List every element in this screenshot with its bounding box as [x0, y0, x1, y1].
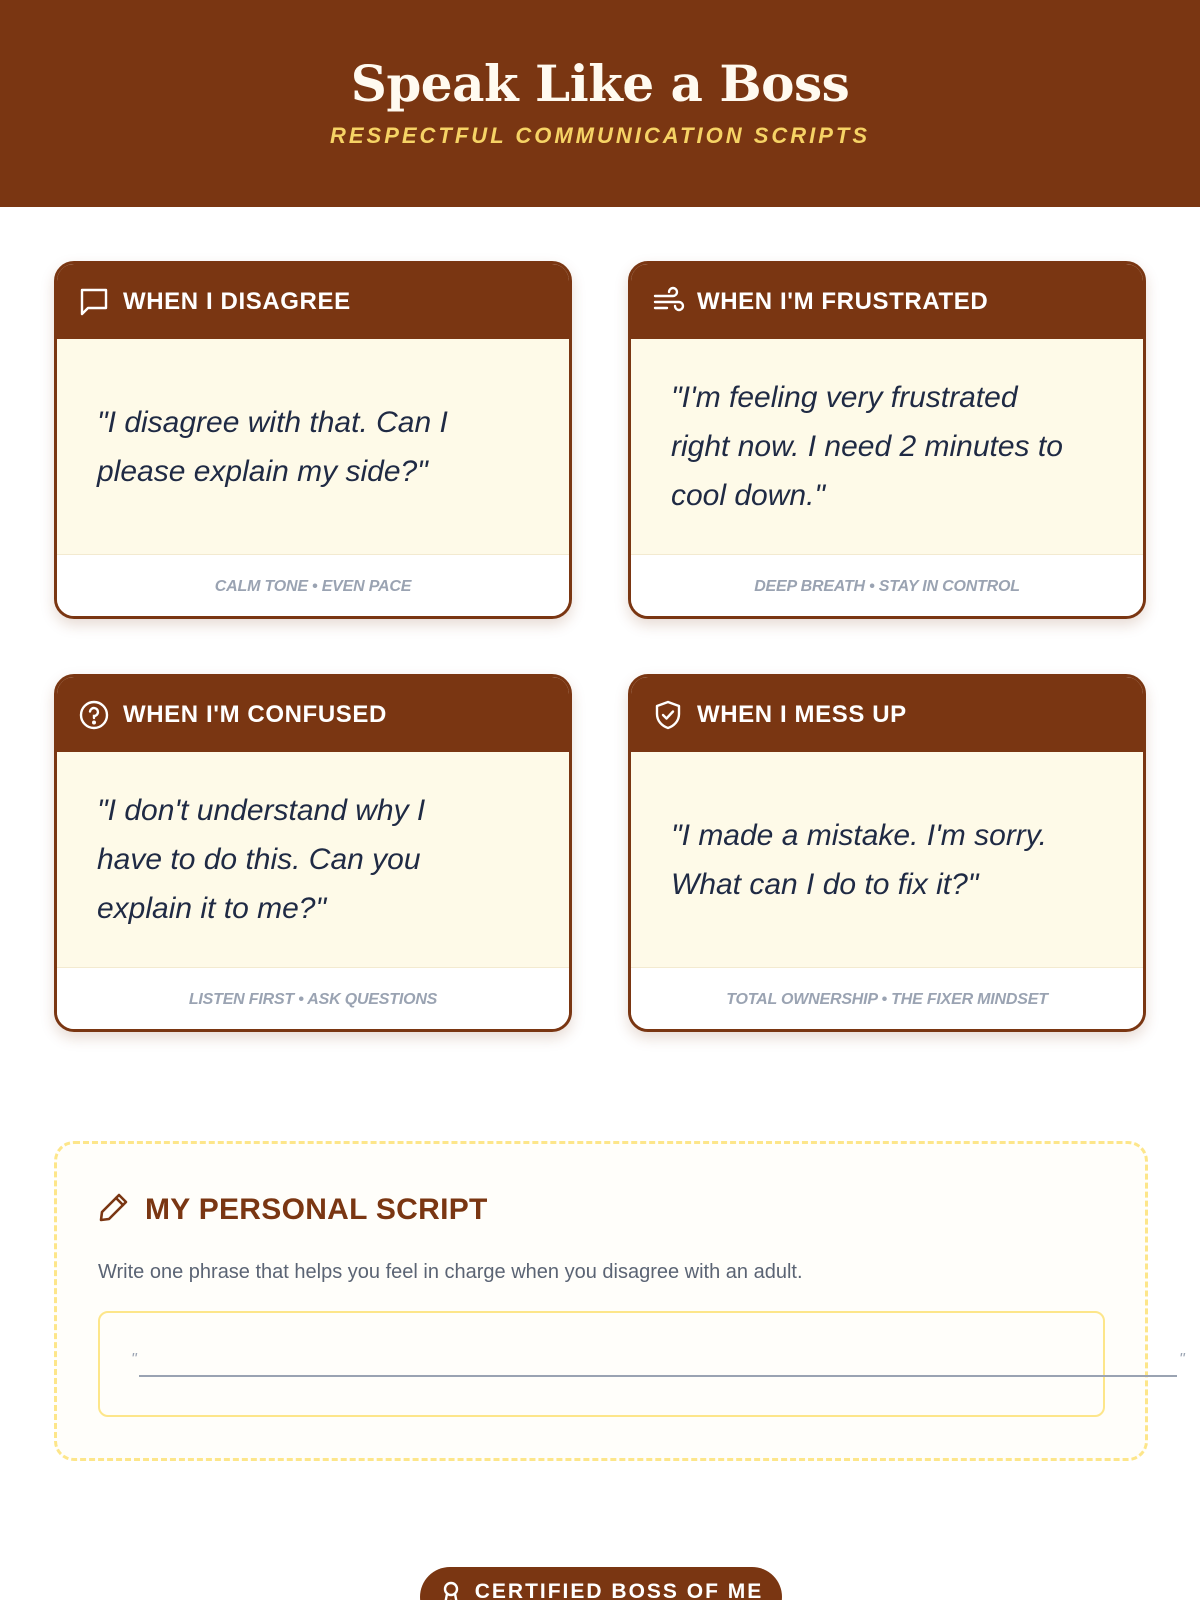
- card-quote-area: [57, 752, 569, 967]
- card-footer: [57, 554, 569, 619]
- card-tip: DEEP BREATH • STAY IN CONTROL: [754, 578, 1020, 595]
- card-header: [631, 264, 1143, 339]
- card-quote: [97, 786, 425, 933]
- quote-line: "I disagree with that. Can I: [97, 405, 448, 439]
- card-heading: WHEN I'M FRUSTRATED: [697, 287, 989, 315]
- question-circle-icon: [77, 698, 111, 732]
- personal-script-input[interactable]: [98, 1311, 1185, 1417]
- card-quote-area: [631, 752, 1143, 967]
- card-quote: [671, 373, 1063, 520]
- card-header: [57, 677, 569, 752]
- quote-line: please explain my side?": [97, 454, 428, 488]
- quote-line: "I'm feeling very frustrated: [671, 381, 1018, 414]
- card-quote-area: [57, 339, 569, 554]
- quote-line: "I don't understand why I: [97, 794, 426, 827]
- card-tip: CALM TONE • EVEN PACE: [214, 578, 412, 595]
- card-tip: TOTAL OWNERSHIP • THE FIXER MINDSET: [726, 991, 1048, 1008]
- quote-line: cool down.": [671, 479, 826, 512]
- card-tip: LISTEN FIRST • ASK QUESTIONS: [188, 991, 438, 1008]
- card-footer: [631, 554, 1143, 619]
- badge-label: CERTIFIED BOSS OF ME: [474, 1580, 764, 1600]
- card-footer: [57, 967, 569, 1032]
- card-header: [57, 264, 569, 339]
- card-heading: WHEN I'M CONFUSED: [123, 700, 387, 728]
- quote-line: explain it to me?": [97, 892, 327, 925]
- personal-script-description: Write one phrase that helps you feel in charge when you disagree with an adult.: [98, 1261, 803, 1283]
- chat-bubble-icon: [77, 285, 111, 319]
- card-quote: [671, 811, 1047, 909]
- write-line[interactable]: [139, 1375, 1177, 1377]
- award-ribbon-icon: [439, 1580, 463, 1600]
- pencil-icon: [97, 1190, 131, 1229]
- quote-line: have to do this. Can you: [97, 843, 421, 876]
- script-card-confused: [54, 674, 572, 1032]
- personal-script-header: [97, 1190, 488, 1229]
- page-header: [0, 0, 1200, 207]
- card-header: [631, 677, 1143, 752]
- page-subtitle: RESPECTFUL COMMUNICATION SCRIPTS: [329, 123, 871, 148]
- quote-line: "I made a mistake. I'm sorry.: [671, 818, 1047, 852]
- close-quote-mark: ": [1179, 1351, 1185, 1368]
- shield-check-icon: [651, 698, 685, 732]
- wind-icon: [651, 285, 685, 319]
- personal-script-title: MY PERSONAL SCRIPT: [145, 1192, 488, 1226]
- quote-line: right now. I need 2 minutes to: [671, 430, 1063, 463]
- card-quote-area: [631, 339, 1143, 554]
- certified-badge: [420, 1567, 782, 1600]
- card-heading: WHEN I DISAGREE: [123, 287, 351, 315]
- card-footer: [631, 967, 1143, 1032]
- quote-line: What can I do to fix it?": [671, 867, 979, 901]
- script-card-disagree: [54, 261, 572, 619]
- card-heading: WHEN I MESS UP: [697, 700, 907, 728]
- script-card-frustrated: [628, 261, 1146, 619]
- personal-script-section: [54, 1141, 1185, 1461]
- open-quote-mark: ": [131, 1351, 137, 1368]
- script-card-mess-up: [628, 674, 1146, 1032]
- card-quote: [97, 398, 448, 496]
- page-title: Speak Like a Boss: [350, 54, 850, 113]
